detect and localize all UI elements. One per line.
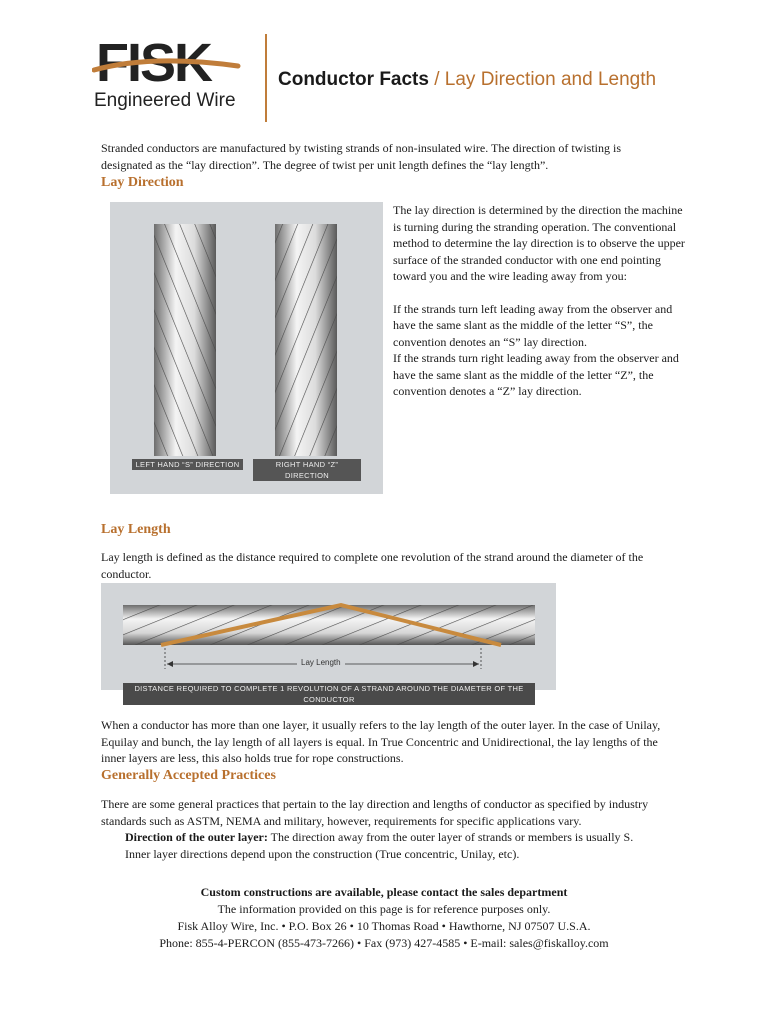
layers-paragraph: When a conductor has more than one layer, it usually refers to the lay length of the outer layer. In the case of Unilay, Equilay and bunch, the lay length of all layers is equal. In True Concentric and Unidirectional, the lay lengths of the inner layers are less, this also holds true for rope constructions. <box>101 718 661 765</box>
outer-layer-text: The direction away from the outer layer of strands or members is usually S. Inner layer directions depend upon the construction (True concentric, Unilay, etc). <box>125 830 634 861</box>
title-sub: Lay Direction and Length <box>444 69 657 90</box>
footer-address: Fisk Alloy Wire, Inc. • P.O. Box 26 • 10 Thomas Road • Hawthorne, NJ 07507 U.S.A. <box>177 919 591 933</box>
company-tagline: Engineered Wire <box>94 90 236 111</box>
lay-direction-figure <box>110 202 383 494</box>
intro-paragraph: Stranded conductors are manufactured by twisting strands of non-insulated wire. The direction of twisting is designated as the “lay direction”. The degree of twist per unit length defines the “lay length”. <box>101 141 621 172</box>
header-divider <box>265 34 267 122</box>
s-direction-caption: LEFT HAND “S” DIRECTION <box>132 459 243 470</box>
lay-length-figure <box>101 583 556 704</box>
page-title <box>278 68 656 92</box>
lay-direction-paragraph-3: If the strands turn right leading away from the observer and have the same slant as the middle of the letter “Z”, the convention denotes a “Z” lay direction. <box>393 351 679 398</box>
practices-heading: Generally Accepted Practices <box>101 768 276 783</box>
footer <box>0 884 768 952</box>
company-logo: FISK <box>96 33 212 93</box>
z-direction-caption: RIGHT HAND “Z” DIRECTION <box>253 459 361 481</box>
logo-swoosh-icon <box>92 52 242 82</box>
practices-paragraph: There are some general practices that pertain to the lay direction and lengths of conductor as specified by industry standards such as ASTM, NEMA and military, however, requirements for specific applications vary. <box>101 797 649 828</box>
outer-layer-paragraph <box>125 829 660 862</box>
title-main: Conductor Facts <box>278 69 429 90</box>
lay-direction-text <box>393 202 685 400</box>
lay-direction-paragraph-1: The lay direction is determined by the direction the machine is turning during the stranding operation. The conventional method to determine the lay direction is to observe the upper surface of the stranded conductor with one end pointing toward you and the wire leading away from you: <box>393 203 685 283</box>
lay-direction-paragraph-2: If the strands turn left leading away from the observer and have the same slant as the middle of the letter “S”, the convention denotes an “S” lay direction. <box>393 301 673 349</box>
lay-length-label: Lay Length <box>297 658 345 667</box>
footer-disclaimer: The information provided on this page is for reference purposes only. <box>217 902 551 916</box>
footer-contact-info: Phone: 855-4-PERCON (855-473-7266) • Fax (973) 427-4585 • E-mail: sales@fiskalloy.com <box>159 936 609 950</box>
footer-contact-note: Custom constructions are available, please contact the sales department <box>200 885 568 899</box>
lay-length-caption: DISTANCE REQUIRED TO COMPLETE 1 REVOLUTION OF A STRAND AROUND THE DIAMETER OF THE CONDUCTOR <box>123 683 535 705</box>
lay-direction-heading: Lay Direction <box>101 175 184 190</box>
lay-length-paragraph: Lay length is defined as the distance required to complete one revolution of the strand around the diameter of the conductor. <box>101 550 644 581</box>
title-separator: / <box>434 69 440 90</box>
lay-length-heading: Lay Length <box>101 522 171 537</box>
outer-layer-label: Direction of the outer layer: <box>125 830 268 844</box>
